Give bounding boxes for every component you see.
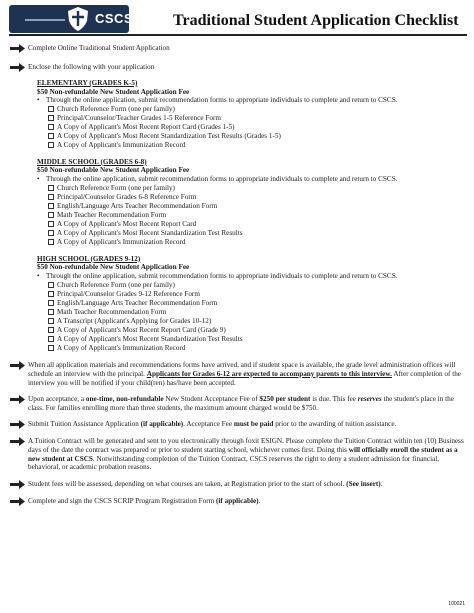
checklist-item[interactable]: [48, 229, 468, 238]
step-enclose: [10, 63, 468, 72]
bullet-item: • Through the online application, submit recommendation forms to appropriate individuals to complete and return to CSCS.: [37, 96, 468, 105]
text-run: Submit Tuition Assistance Application: [28, 420, 141, 429]
text-run-bold: (See insert): [346, 479, 381, 488]
step-scrip-form: [10, 497, 468, 506]
text-run: prior to the awarding of tuition assistance.: [273, 420, 397, 429]
pointer-arrow-icon: [10, 395, 28, 404]
checklist-item[interactable]: [48, 220, 468, 229]
page-code: 100021: [448, 601, 465, 607]
step-acceptance-fee: [10, 395, 468, 412]
step-interview: [10, 361, 468, 387]
text-run-bold: one-time, non-refundable: [85, 395, 164, 404]
checklist-label: English/Language Arts Teacher Recommendation Form: [57, 201, 218, 210]
checklist-item[interactable]: [48, 211, 468, 220]
pointer-arrow-icon: [10, 437, 28, 446]
section-heading: ELEMENTARY (GRADES K-5): [37, 79, 138, 87]
checklist-label: Church Reference Form (one per family): [57, 280, 175, 289]
step-text: [28, 437, 468, 471]
bullet-item: • Through the online application, submit recommendation forms to appropriate individuals to complete and return to CSCS.: [37, 175, 468, 184]
checklist-label: English/Language Arts Teacher Recommendation Form: [57, 298, 218, 307]
checklist-label: A Copy of Applicant's Most Recent Report Card (Grades 1-5): [57, 122, 235, 131]
checklist-item[interactable]: [48, 132, 468, 141]
middle-school-section: [10, 158, 468, 247]
logo-text: CSCS: [95, 11, 134, 26]
text-run: .: [380, 479, 383, 488]
step-online-application: [10, 44, 468, 53]
pointer-arrow-icon: [10, 63, 28, 72]
step-student-fees: [10, 480, 468, 489]
text-run-bold: (if applicable): [216, 496, 259, 505]
page-header: [0, 0, 474, 42]
text-run: . Acceptance Fee: [183, 420, 234, 429]
page-title: Traditional Student Application Checklist: [173, 12, 459, 29]
checklist-item[interactable]: [48, 114, 468, 123]
elementary-section: [10, 79, 468, 150]
logo-stripe: [25, 19, 65, 21]
checklist-label: Principal/Counselor/Teacher Grades 1-5 Reference Form: [57, 113, 221, 122]
checklist-item[interactable]: [48, 202, 468, 211]
checkbox[interactable]: [48, 345, 54, 351]
interview-requirement: Applicants for Grades 6-12 are expected to accompany parents to this interview.: [146, 369, 392, 378]
checklist-label: Math Teacher Recommendation Form: [57, 210, 167, 219]
checkbox[interactable]: [48, 221, 54, 227]
pointer-arrow-icon: [10, 480, 28, 489]
checklist-item[interactable]: [48, 343, 468, 352]
checklist-item[interactable]: [48, 307, 468, 316]
fee-line: $50 Non-refundable New Student Application Fee: [37, 166, 190, 175]
fee-line: $50 Non-refundable New Student Application Fee: [37, 87, 190, 96]
section-heading: HIGH SCHOOL (GRADES 9-12): [37, 254, 141, 263]
checklist-item[interactable]: [48, 298, 468, 307]
pointer-arrow-icon: [10, 497, 28, 506]
checkbox[interactable]: [48, 124, 54, 130]
checklist-label: A Copy of Applicant's Most Recent Report Card (Grade 9): [57, 325, 226, 334]
checklist-item[interactable]: [48, 238, 468, 247]
high-school-section: [10, 255, 468, 353]
checklist-item[interactable]: [48, 184, 468, 193]
checkbox[interactable]: [48, 203, 54, 209]
checklist-label: Church Reference Form (one per family): [57, 104, 175, 113]
checklist-label: Principal/Counselor Grades 9-12 Reference Form: [57, 289, 200, 298]
checklist-item[interactable]: [48, 289, 468, 298]
checkbox[interactable]: [48, 327, 54, 333]
checkbox[interactable]: [48, 142, 54, 148]
checkbox[interactable]: [48, 230, 54, 236]
title-divider: [9, 34, 467, 36]
text-run: the student's place in the class. For families enrolling more than three students, the maximum amount charged would be $750.: [28, 395, 454, 412]
step-text: Complete Online Traditional Student Application: [28, 44, 170, 52]
checkbox[interactable]: [48, 106, 54, 112]
bullet-text: Through the online application, submit recommendation forms to appropriate individuals to complete and return to CSCS.: [46, 96, 398, 105]
checklist-item[interactable]: [48, 193, 468, 202]
crest-icon: [66, 6, 90, 32]
bullet-text: Through the online application, submit recommendation forms to appropriate individuals to complete and return to CSCS.: [46, 271, 398, 280]
checklist-label: A Transcript (Applicant's Applying for Grades 10-12): [57, 316, 212, 325]
text-run-bold: will officially enroll the student as a new student at CSCS: [28, 445, 458, 463]
checklist-label: A Copy of Applicant's Most Recent Standardization Test Results (Grades 1-5): [57, 131, 281, 140]
bullet-item: • Through the online application, submit recommendation forms to appropriate individuals to complete and return to CSCS.: [37, 272, 468, 281]
pointer-arrow-icon: [10, 361, 28, 370]
checklist-item[interactable]: [48, 334, 468, 343]
checkbox[interactable]: [48, 336, 54, 342]
checklist-item[interactable]: [48, 280, 468, 289]
text-run-bold: must be paid: [233, 420, 274, 429]
text-run: A Tuition Contract will be generated and sent to you electronically through foxit ESIGN. Please complete the Tuition Contract within ten (10) Business days of the date the contract was prepared or prior to student starting school, whichever comes first. Doing this: [28, 437, 464, 454]
text-run-bold: $250 per student: [259, 395, 311, 404]
fee-line: $50 Non-refundable New Student Application Fee: [37, 263, 190, 272]
step-text: [28, 361, 468, 387]
checkbox[interactable]: [48, 115, 54, 121]
text-run: .: [258, 496, 261, 505]
checkbox[interactable]: [48, 185, 54, 191]
step-tuition-contract: [10, 437, 468, 471]
step-text: [28, 497, 468, 506]
cscs-logo: [9, 5, 134, 33]
text-run-emphasis: reserves: [357, 395, 382, 404]
checkbox[interactable]: [48, 133, 54, 139]
checklist-label: A Copy of Applicant's Immunization Record: [57, 343, 186, 352]
bullet-text: Through the online application, submit recommendation forms to appropriate individuals to complete and return to CSCS.: [46, 174, 398, 183]
checklist-label: A Copy of Applicant's Most Recent Standardization Test Results: [57, 334, 243, 343]
checkbox[interactable]: [48, 318, 54, 324]
checklist-item[interactable]: [48, 316, 468, 325]
checklist-label: A Copy of Applicant's Most Recent Report Card: [57, 219, 197, 228]
checklist-content: [10, 42, 468, 506]
checkbox[interactable]: [48, 300, 54, 306]
checklist-item[interactable]: [48, 105, 468, 114]
pointer-arrow-icon: [10, 420, 28, 429]
step-text: [28, 420, 468, 429]
pointer-arrow-icon: [10, 44, 28, 53]
text-run: Student fees will be assessed, depending on what courses are taken, at Registration prior to the start of school.: [28, 479, 347, 488]
interview-followup: After completion of the interview you will be notified if your child(ren) has/have been accepted.: [28, 369, 461, 387]
checklist-label: A Copy of Applicant's Immunization Record: [57, 237, 186, 246]
text-run: is due. This fee: [310, 395, 358, 404]
checklist-label: A Copy of Applicant's Immunization Record: [57, 140, 186, 149]
checkbox[interactable]: [48, 291, 54, 297]
checklist-label: Principal/Counselor Grades 6-8 Reference Form: [57, 192, 197, 201]
section-heading: MIDDLE SCHOOL (GRADES 6-8): [37, 157, 147, 166]
checklist-item[interactable]: [48, 123, 468, 132]
step-text: [28, 395, 468, 412]
checklist-item[interactable]: [48, 141, 468, 150]
text-run-bold: (if applicable): [140, 420, 184, 429]
checklist-label: A Copy of Applicant's Most Recent Standardization Test Results: [57, 228, 243, 237]
text-run: . Notwithstanding completion of the Tuition Contract, CSCS reserves the right to deny a student admission for financial, behavioral, or academic probation reasons.: [28, 454, 440, 472]
checklist-label: Math Teacher Recommendation Form: [57, 307, 167, 316]
interview-text: When all application materials and recommendations forms have arrived, and if student space is available, the grade level administration offices will schedule an interview with the principal.: [28, 361, 456, 378]
text-run: Upon acceptance, a: [28, 395, 86, 404]
checklist-item[interactable]: [48, 325, 468, 334]
checkbox[interactable]: [48, 282, 54, 288]
checkbox[interactable]: [48, 212, 54, 218]
checkbox[interactable]: [48, 239, 54, 245]
step-text: Enclose the following with your application: [28, 63, 155, 71]
checkbox[interactable]: [48, 309, 54, 315]
step-text: [28, 480, 468, 489]
text-run: New Student Acceptance Fee of: [163, 395, 260, 404]
checkbox[interactable]: [48, 194, 54, 200]
step-tuition-assistance: [10, 420, 468, 429]
text-run: Complete and sign the CSCS SCRIP Program Registration Form: [28, 496, 217, 505]
checklist-label: Church Reference Form (one per family): [57, 183, 175, 192]
